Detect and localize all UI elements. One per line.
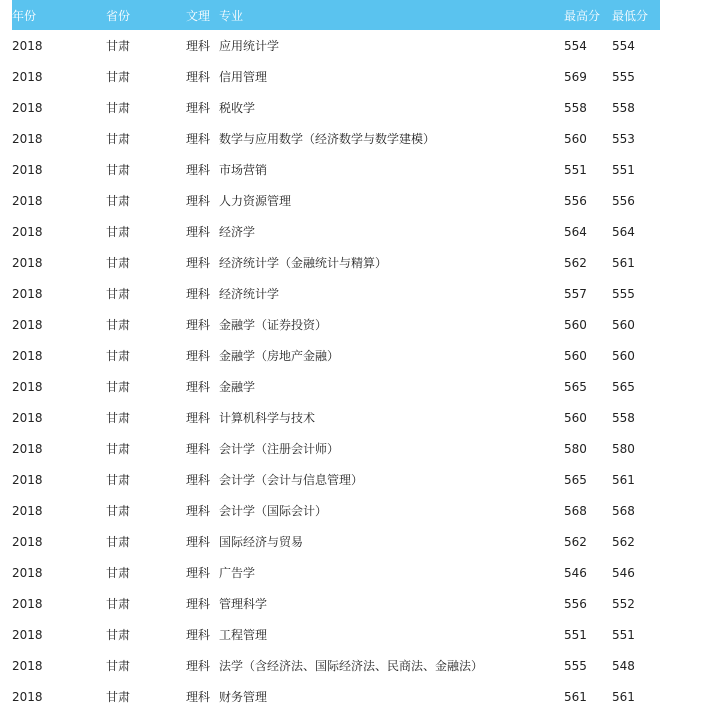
cell-min-score: 551 xyxy=(612,627,635,642)
cell-max-score: 558 xyxy=(564,100,587,115)
cell-min-score: 554 xyxy=(612,38,635,53)
cell-year: 2018 xyxy=(12,286,43,301)
header-type: 文理 xyxy=(186,8,211,23)
cell-type: 理科 xyxy=(186,225,211,239)
cell-type: 理科 xyxy=(186,504,211,518)
cell-major: 国际经济与贸易 xyxy=(219,535,304,549)
header-min-score: 最低分 xyxy=(612,8,649,23)
cell-min-score: 561 xyxy=(612,689,635,704)
cell-max-score: 546 xyxy=(564,565,587,580)
cell-province: 甘肃 xyxy=(106,690,131,704)
cell-province: 甘肃 xyxy=(106,628,131,642)
admission-score-table xyxy=(12,0,660,712)
cell-type: 理科 xyxy=(186,690,211,704)
cell-max-score: 551 xyxy=(564,162,587,177)
cell-province: 甘肃 xyxy=(106,504,131,518)
cell-type: 理科 xyxy=(186,411,211,425)
cell-major: 金融学（证券投资） xyxy=(219,318,328,332)
cell-min-score: 558 xyxy=(612,100,635,115)
table-row xyxy=(12,30,660,61)
cell-min-score: 560 xyxy=(612,317,635,332)
cell-min-score: 551 xyxy=(612,162,635,177)
cell-year: 2018 xyxy=(12,131,43,146)
cell-max-score: 564 xyxy=(564,224,587,239)
cell-type: 理科 xyxy=(186,349,211,363)
cell-year: 2018 xyxy=(12,255,43,270)
cell-major: 广告学 xyxy=(219,566,256,580)
cell-major: 工程管理 xyxy=(219,628,268,642)
cell-max-score: 562 xyxy=(564,255,587,270)
cell-min-score: 552 xyxy=(612,596,635,611)
cell-min-score: 555 xyxy=(612,69,635,84)
cell-year: 2018 xyxy=(12,627,43,642)
cell-max-score: 556 xyxy=(564,193,587,208)
cell-min-score: 556 xyxy=(612,193,635,208)
cell-year: 2018 xyxy=(12,348,43,363)
table-row xyxy=(12,123,660,154)
cell-province: 甘肃 xyxy=(106,349,131,363)
cell-min-score: 553 xyxy=(612,131,635,146)
cell-province: 甘肃 xyxy=(106,318,131,332)
cell-province: 甘肃 xyxy=(106,256,131,270)
cell-type: 理科 xyxy=(186,380,211,394)
cell-province: 甘肃 xyxy=(106,163,131,177)
cell-province: 甘肃 xyxy=(106,535,131,549)
table-row xyxy=(12,402,660,433)
cell-type: 理科 xyxy=(186,101,211,115)
cell-max-score: 560 xyxy=(564,348,587,363)
cell-year: 2018 xyxy=(12,410,43,425)
table-header-row xyxy=(12,0,660,30)
table-row xyxy=(12,371,660,402)
cell-min-score: 555 xyxy=(612,286,635,301)
cell-max-score: 554 xyxy=(564,38,587,53)
cell-province: 甘肃 xyxy=(106,39,131,53)
table-row xyxy=(12,557,660,588)
cell-major: 管理科学 xyxy=(219,597,268,611)
cell-type: 理科 xyxy=(186,473,211,487)
cell-year: 2018 xyxy=(12,162,43,177)
cell-type: 理科 xyxy=(186,194,211,208)
cell-province: 甘肃 xyxy=(106,659,131,673)
cell-province: 甘肃 xyxy=(106,442,131,456)
table-row xyxy=(12,61,660,92)
cell-max-score: 560 xyxy=(564,317,587,332)
cell-major: 计算机科学与技术 xyxy=(219,411,316,425)
header-max-score: 最高分 xyxy=(564,8,601,23)
table-row xyxy=(12,650,660,681)
cell-province: 甘肃 xyxy=(106,132,131,146)
cell-min-score: 548 xyxy=(612,658,635,673)
table-row xyxy=(12,433,660,464)
cell-major: 会计学（会计与信息管理） xyxy=(219,473,364,487)
header-province: 省份 xyxy=(106,8,131,23)
cell-type: 理科 xyxy=(186,442,211,456)
table-row xyxy=(12,247,660,278)
cell-major: 税收学 xyxy=(219,101,256,115)
cell-type: 理科 xyxy=(186,132,211,146)
cell-major: 数学与应用数学（经济数学与数学建模） xyxy=(219,132,436,146)
table-row xyxy=(12,216,660,247)
table-row xyxy=(12,588,660,619)
cell-year: 2018 xyxy=(12,379,43,394)
cell-min-score: 546 xyxy=(612,565,635,580)
cell-max-score: 565 xyxy=(564,379,587,394)
cell-type: 理科 xyxy=(186,566,211,580)
cell-year: 2018 xyxy=(12,596,43,611)
table-row xyxy=(12,185,660,216)
cell-major: 经济学 xyxy=(219,225,256,239)
cell-max-score: 560 xyxy=(564,131,587,146)
cell-min-score: 564 xyxy=(612,224,635,239)
cell-type: 理科 xyxy=(186,163,211,177)
table-row xyxy=(12,526,660,557)
cell-major: 经济统计学 xyxy=(219,287,280,301)
cell-province: 甘肃 xyxy=(106,411,131,425)
cell-major: 应用统计学 xyxy=(219,39,280,53)
cell-max-score: 555 xyxy=(564,658,587,673)
cell-max-score: 560 xyxy=(564,410,587,425)
cell-major: 经济统计学（金融统计与精算） xyxy=(219,256,388,270)
cell-major: 会计学（注册会计师） xyxy=(219,442,340,456)
cell-min-score: 561 xyxy=(612,472,635,487)
cell-year: 2018 xyxy=(12,224,43,239)
cell-province: 甘肃 xyxy=(106,225,131,239)
cell-max-score: 568 xyxy=(564,503,587,518)
cell-major: 市场营销 xyxy=(219,163,268,177)
cell-max-score: 551 xyxy=(564,627,587,642)
cell-province: 甘肃 xyxy=(106,566,131,580)
header-major: 专业 xyxy=(219,8,244,23)
cell-max-score: 565 xyxy=(564,472,587,487)
table-row xyxy=(12,464,660,495)
cell-year: 2018 xyxy=(12,658,43,673)
cell-province: 甘肃 xyxy=(106,597,131,611)
cell-major: 会计学（国际会计） xyxy=(219,504,328,518)
cell-min-score: 558 xyxy=(612,410,635,425)
cell-year: 2018 xyxy=(12,472,43,487)
cell-year: 2018 xyxy=(12,534,43,549)
cell-max-score: 569 xyxy=(564,69,587,84)
cell-type: 理科 xyxy=(186,535,211,549)
cell-year: 2018 xyxy=(12,503,43,518)
header-year: 年份 xyxy=(12,8,37,23)
cell-min-score: 562 xyxy=(612,534,635,549)
cell-major: 金融学 xyxy=(219,380,256,394)
cell-year: 2018 xyxy=(12,69,43,84)
cell-type: 理科 xyxy=(186,659,211,673)
cell-type: 理科 xyxy=(186,70,211,84)
table-row xyxy=(12,340,660,371)
cell-province: 甘肃 xyxy=(106,380,131,394)
cell-type: 理科 xyxy=(186,318,211,332)
cell-major: 人力资源管理 xyxy=(219,194,292,208)
cell-province: 甘肃 xyxy=(106,101,131,115)
cell-min-score: 560 xyxy=(612,348,635,363)
cell-min-score: 568 xyxy=(612,503,635,518)
table-body xyxy=(12,30,660,712)
cell-year: 2018 xyxy=(12,689,43,704)
cell-year: 2018 xyxy=(12,193,43,208)
cell-year: 2018 xyxy=(12,565,43,580)
cell-max-score: 557 xyxy=(564,286,587,301)
cell-province: 甘肃 xyxy=(106,194,131,208)
cell-min-score: 561 xyxy=(612,255,635,270)
table-row xyxy=(12,495,660,526)
table-row xyxy=(12,278,660,309)
cell-type: 理科 xyxy=(186,628,211,642)
cell-type: 理科 xyxy=(186,597,211,611)
cell-major: 法学（含经济法、国际经济法、民商法、金融法） xyxy=(219,659,484,673)
cell-min-score: 565 xyxy=(612,379,635,394)
cell-max-score: 561 xyxy=(564,689,587,704)
cell-major: 信用管理 xyxy=(219,70,268,84)
cell-province: 甘肃 xyxy=(106,473,131,487)
cell-max-score: 580 xyxy=(564,441,587,456)
table-row xyxy=(12,309,660,340)
cell-type: 理科 xyxy=(186,39,211,53)
cell-major: 财务管理 xyxy=(219,690,268,704)
cell-province: 甘肃 xyxy=(106,287,131,301)
table-row xyxy=(12,619,660,650)
cell-max-score: 556 xyxy=(564,596,587,611)
table-row xyxy=(12,154,660,185)
cell-min-score: 580 xyxy=(612,441,635,456)
cell-major: 金融学（房地产金融） xyxy=(219,349,340,363)
cell-year: 2018 xyxy=(12,100,43,115)
table-row xyxy=(12,92,660,123)
cell-year: 2018 xyxy=(12,441,43,456)
cell-year: 2018 xyxy=(12,317,43,332)
cell-province: 甘肃 xyxy=(106,70,131,84)
cell-type: 理科 xyxy=(186,287,211,301)
table-row xyxy=(12,681,660,712)
cell-max-score: 562 xyxy=(564,534,587,549)
cell-year: 2018 xyxy=(12,38,43,53)
cell-type: 理科 xyxy=(186,256,211,270)
